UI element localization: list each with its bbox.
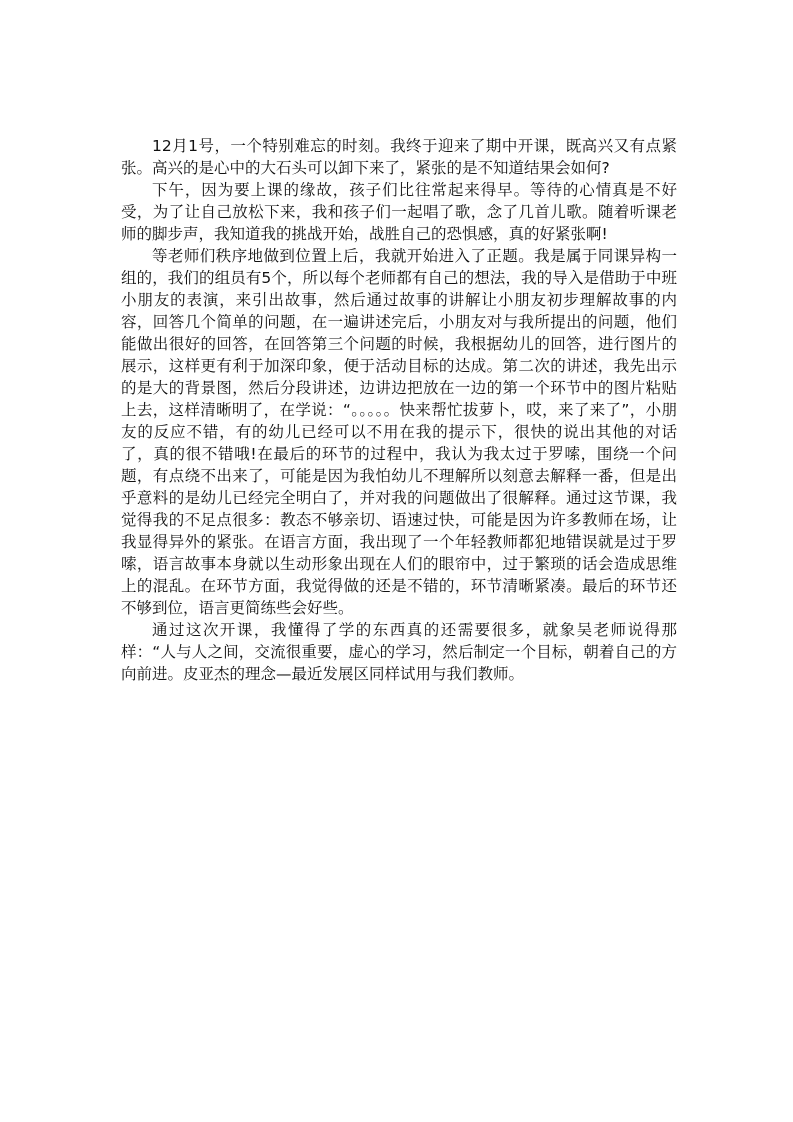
paragraph-4: 通过这次开课，我懂得了学的东西真的还需要很多，就象吴老师说得那样：“人与人之间，交流很重要，虚心的学习，然后制定一个目标，朝着自己的方向前进。皮亚杰的理念—最近发展区同样试用与我们教师。 [121, 621, 677, 683]
paragraph-3: 等老师们秩序地做到位置上后，我就开始进入了正题。我是属于同课异构一组的，我们的组员有5个，所以每个老师都有自己的想法，我的导入是借助于中班小朋友的表演，来引出故事，然后通过故事的讲解让小朋友初步理解故事的内容，回答几个简单的问题，在一遍讲述完后，小朋友对与我所提出的问题，他们能做出很好的回答，在回答第三个问题的时候，我根据幼儿的回答，进行图片的展示，这样更有利于加深印象，便于活动目标的达成。第二次的讲述，我先出示的是大的背景图，然后分段讲述，边讲边把放在一边的第一个环节中的图片粘贴上去，这样清晰明了，在学说：“。。。。。快来帮忙拔萝卜，哎，来了来了”，小朋友的反应不错，有的幼儿已经可以不用在我的提示下，很快的说出其他的对话了，真的很不错哦!在最后的环节的过程中，我认为我太过于罗嗦，围绕一个问题，有点绕不出来了，可能是因为我怕幼儿不理解所以刻意去解释一番，但是出乎意料的是幼儿已经完全明白了，并对我的问题做出了很解释。通过这节课，我觉得我的不足点很多：教态不够亲切、语速过快，可能是因为许多教师在场，让我显得异外的紧张。在语言方面，我出现了一个年轻教师都犯地错误就是过于罗嗦，语言故事本身就以生动形象出现在人们的眼帘中，过于繁琐的话会造成思维上的混乱。在环节方面，我觉得做的还是不错的，环节清晰紧凑。最后的环节还不够到位，语言更简练些会好些。 [121, 247, 677, 617]
paragraph-1: 12月1号，一个特别难忘的时刻。我终于迎来了期中开课，既高兴又有点紧张。高兴的是心中的大石头可以卸下来了，紧张的是不知道结果会如何? [121, 137, 677, 177]
document-body [121, 135, 677, 685]
paragraph-2: 下午，因为要上课的缘故，孩子们比往常起来得早。等待的心情真是不好受，为了让自己放松下来，我和孩子们一起唱了歌，念了几首儿歌。随着听课老师的脚步声，我知道我的挑战开始，战胜自己的恐惧感，真的好紧张啊! [121, 181, 677, 243]
